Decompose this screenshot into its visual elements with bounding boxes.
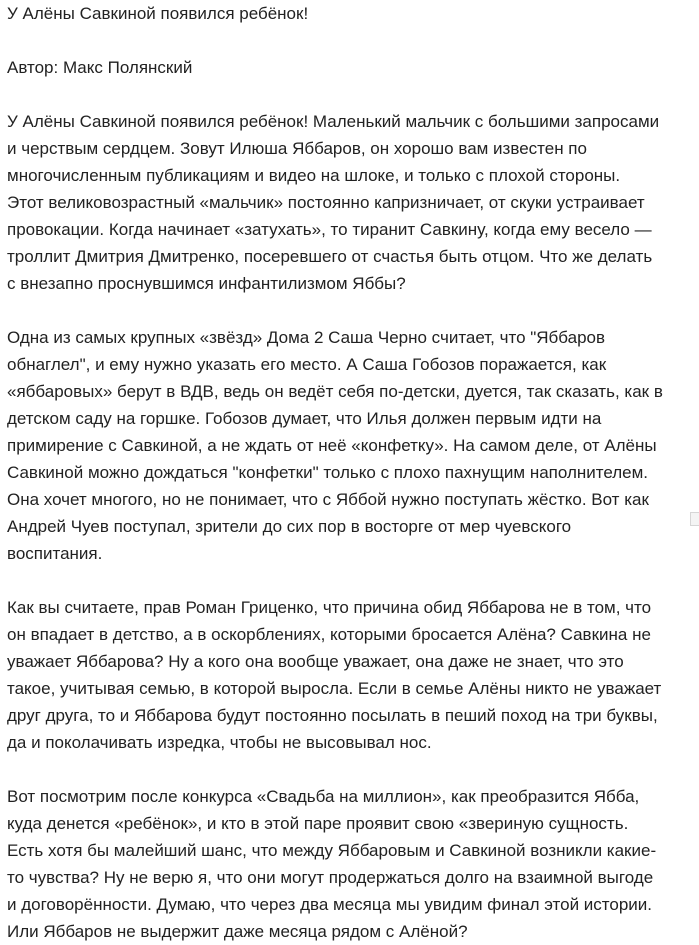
paragraph-line: обнаглел", и ему нужно указать его место. А Саша Гобозов поражается, как: [7, 355, 607, 374]
paragraph-line: троллит Дмитрия Дмитренко, посеревшего от счастья быть отцом. Что же делать: [7, 247, 653, 266]
paragraph-line: Или Яббаров не выдержит даже месяца рядом с Алёной?: [7, 922, 468, 941]
article-body: [7, 108, 693, 945]
paragraph-line: да и поколачивать изредка, чтобы не высовывал нос.: [7, 733, 432, 752]
paragraph-line: такое, учитывая семью, в которой выросла. Если в семье Алёны никто не уважает: [7, 679, 662, 698]
paragraph-line: Савкиной можно дождаться "конфетки" только с плохо пахнущим наполнителем.: [7, 463, 649, 482]
paragraph-line: он впадает в детство, а в оскорблениях, которыми бросается Алёна? Савкина не: [7, 625, 651, 644]
paragraph-line: воспитания.: [7, 544, 103, 563]
paragraph-line: с внезапно проснувшимся инфантилизмом Яббы?: [7, 274, 406, 293]
spacer: [7, 27, 693, 54]
spacer: [7, 567, 693, 594]
article-title: У Алёны Савкиной появился ребёнок!: [7, 4, 309, 23]
paragraph-line: Есть хотя бы малейший шанс, что между Яббаровым и Савкиной возникли какие-: [7, 841, 657, 860]
paragraph-line: Она хочет многого, но не понимает, что с Яббой нужно поступать жёстко. Вот как: [7, 490, 649, 509]
article-author: Автор: Макс Полянский: [7, 58, 193, 77]
spacer: [7, 297, 693, 324]
paragraph: [7, 324, 693, 567]
paragraph-line: Андрей Чуев поступал, зрители до сих пор в восторге от мер чуевского: [7, 517, 572, 536]
paragraph-line: провокации. Когда начинает «затухать», то тиранит Савкину, когда ему весело —: [7, 220, 652, 239]
spacer: [7, 756, 693, 783]
paragraph-line: то чувства? Ну не верю я, что они могут продержаться долго на взаимной выгоде: [7, 868, 654, 887]
paragraph-line: Одна из самых крупных «звёзд» Дома 2 Саша Черно считает, что "Яббаров: [7, 328, 606, 347]
paragraph-line: и договорённости. Думаю, что через два месяца мы увидим финал этой истории.: [7, 895, 653, 914]
paragraph-line: Как вы считаете, прав Роман Гриценко, что причина обид Яббарова не в том, что: [7, 598, 652, 617]
article: [7, 0, 693, 945]
paragraph-line: и черствым сердцем. Зовут Илюша Яббаров, он хорошо вам известен по: [7, 139, 587, 158]
paragraph-line: куда денется «ребёнок», и кто в этой паре проявит свою «звериную сущность.: [7, 814, 629, 833]
paragraph-line: Вот посмотрим после конкурса «Свадьба на миллион», как преобразится Ябба,: [7, 787, 640, 806]
side-scroll-tab[interactable]: [690, 512, 699, 526]
paragraph-line: многочисленным публикациям и видео на шлоке, и только с плохой стороны.: [7, 166, 621, 185]
spacer: [7, 81, 693, 108]
paragraph: [7, 108, 693, 297]
paragraph-line: друг друга, то и Яббарова будут постоянно посылать в пеший поход на три буквы,: [7, 706, 658, 725]
paragraph: [7, 783, 693, 945]
paragraph-line: уважает Яббарова? Ну а кого она вообще уважает, она даже не знает, что это: [7, 652, 624, 671]
paragraph-line: Этот великовозрастный «мальчик» постоянно капризничает, от скуки устраивает: [7, 193, 645, 212]
paragraph-line: примирение с Савкиной, а не ждать от неё «конфетку». На самом деле, от Алёны: [7, 436, 657, 455]
paragraph-line: «яббаровых» берут в ВДВ, ведь он ведёт себя по-детски, дуется, так сказать, как в: [7, 382, 663, 401]
paragraph: [7, 594, 693, 756]
paragraph-line: У Алёны Савкиной появился ребёнок! Маленький мальчик с большими запросами: [7, 112, 660, 131]
paragraph-line: детском саду на горшке. Гобозов думает, что Илья должен первым идти на: [7, 409, 602, 428]
